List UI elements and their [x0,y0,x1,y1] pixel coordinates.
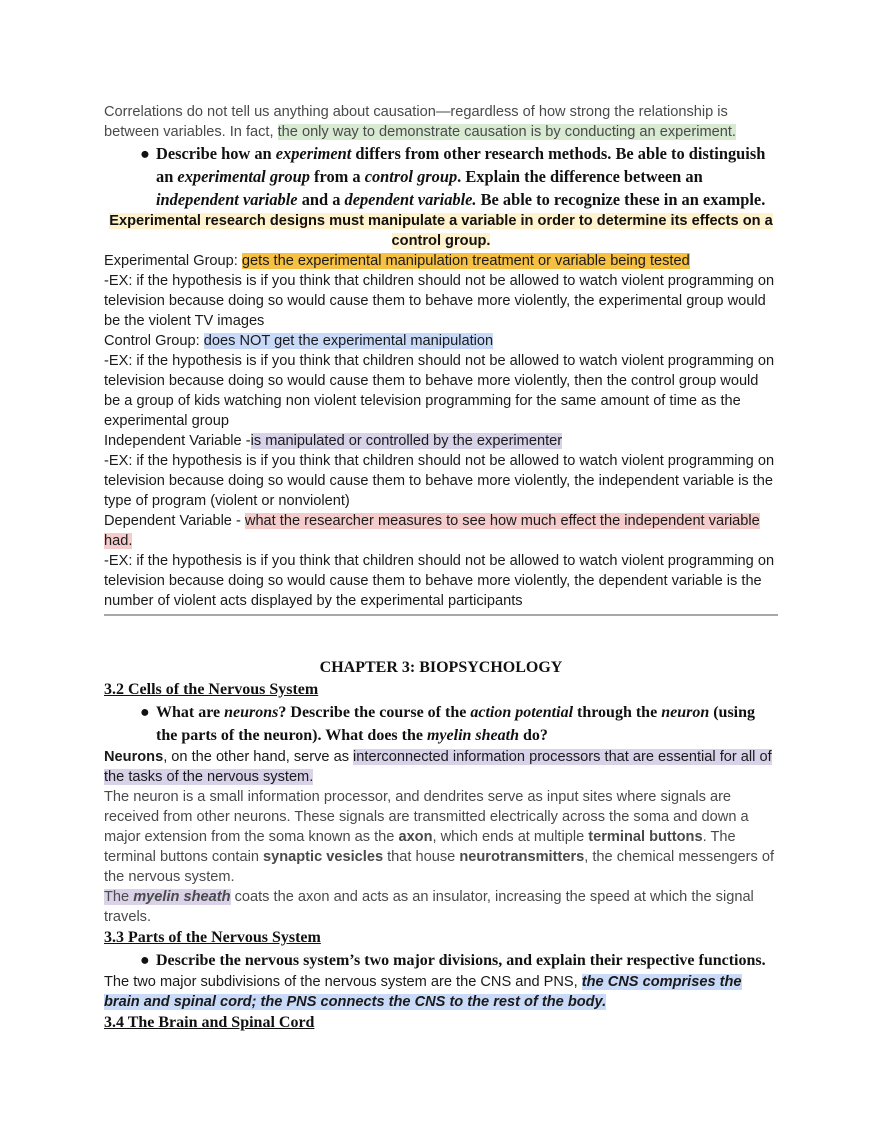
section-3-4-heading: 3.4 The Brain and Spinal Cord [104,1014,315,1031]
document-body [104,102,778,1034]
dependent-variable-example: -EX: if the hypothesis is if you think that children should not be allowed to watch violent programming on television because doing so would cause them to behave more violently, the dependent variable is the number of violent acts displayed by the experimental participants [104,553,775,609]
bullet-icon: ● [140,144,150,163]
question-neurons: ● What are neurons? Describe the course of the action potential through the neuron (using the parts of the neuron). What does the myelin sheath do? [104,701,778,747]
section-3-3-heading: 3.3 Parts of the Nervous System [104,929,321,946]
question-divisions: ● Describe the nervous system’s two major divisions, and explain their respective functions. [104,949,778,972]
chapter-title: CHAPTER 3: BIOPSYCHOLOGY [319,659,563,676]
centered-statement: Experimental research designs must manipulate a variable in order to determine its effects on a control group. [109,213,773,249]
neuron-structure-paragraph: The neuron is a small information processor, and dendrites serve as input sites where signals are received from other neurons. These signals are transmitted electrically across the soma and down a major extension from the soma known as the axon, which ends at multiple terminal buttons. The terminal buttons contain synaptic vesicles that house neurotransmitters, the chemical messengers of the nervous system. [104,789,775,885]
intro-text: Correlations do not tell us anything about causation—regardless of how strong the relationship is between variables. In fact, [104,104,728,140]
bullet-icon: ● [140,704,150,721]
question-experiment: ● Describe how an experiment differs from other research methods. Be able to distinguish an experimental group from a control group. Explain the difference between an independent variable and a dependent variable. Be able to recognize these in an example. [140,144,766,209]
dependent-variable-definition: Dependent Variable - what the researcher measures to see how much effect the independent variable had. [104,513,760,549]
control-group-definition: Control Group: does NOT get the experimental manipulation [104,333,494,349]
bullet-icon: ● [140,952,150,969]
myelin-paragraph: The myelin sheath coats the axon and acts as an insulator, increasing the speed at which the signal travels. [104,889,754,925]
experimental-group-example: -EX: if the hypothesis is if you think that children should not be allowed to watch violent programming on television because doing so would cause them to behave more violently, the experimental group would be the violent TV images [104,273,775,329]
divisions-answer: The two major subdivisions of the nervous system are the CNS and PNS, the CNS comprises the brain and spinal cord; the PNS connects the CNS to the rest of the body. [104,974,742,1010]
intro-highlight: the only way to demonstrate causation is by conducting an experiment. [277,124,736,140]
independent-variable-example: -EX: if the hypothesis is if you think that children should not be allowed to watch violent programming on television because doing so would cause them to behave more violently, the independent variable is the type of program (violent or nonviolent) [104,453,775,509]
intro-paragraph [104,102,778,142]
neurons-paragraph: Neurons, on the other hand, serve as interconnected information processors that are essential for all of the tasks of the nervous system. [104,749,772,785]
experimental-group-definition: Experimental Group: gets the experimental manipulation treatment or variable being tested [104,253,690,269]
section-3-2-heading: 3.2 Cells of the Nervous System [104,681,319,698]
horizontal-divider [104,614,778,616]
independent-variable-definition: Independent Variable -is manipulated or controlled by the experimenter [104,433,563,449]
control-group-example: -EX: if the hypothesis is if you think that children should not be allowed to watch violent programming on television because doing so would cause them to behave more violently, then the control group would be a group of kids watching non violent television programming for the same amount of time as the experimental group [104,353,775,429]
